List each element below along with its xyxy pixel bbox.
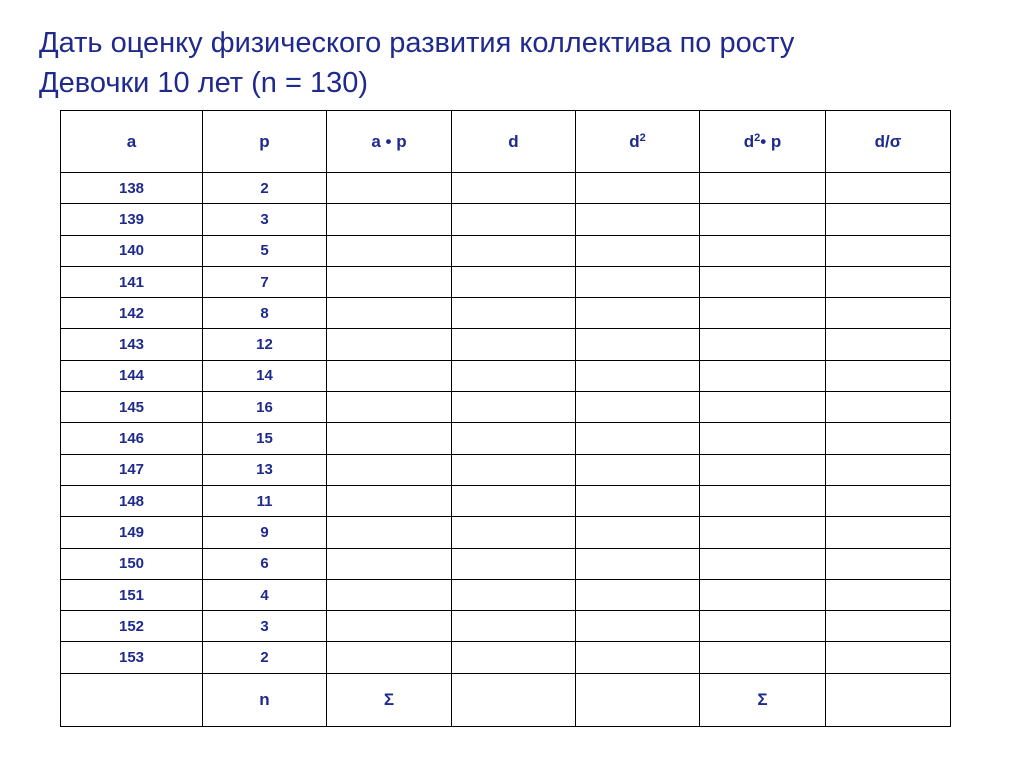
cell-a-times-p	[327, 204, 452, 235]
header-d-over-sigma: d/σ	[826, 111, 951, 173]
cell-d-squared	[576, 298, 700, 329]
cell-a: 150	[61, 548, 203, 579]
cell-d-squared-times-p	[700, 235, 826, 266]
cell-d-squared	[576, 173, 700, 204]
table-row	[61, 235, 951, 266]
header-a: a	[61, 111, 203, 173]
cell-p: 12	[203, 329, 327, 360]
cell-a-times-p	[327, 235, 452, 266]
table-row	[61, 204, 951, 235]
cell-p: 5	[203, 235, 327, 266]
cell-a-times-p	[327, 360, 452, 391]
cell-d	[452, 517, 576, 548]
cell-p: 11	[203, 485, 327, 516]
cell-a-times-p	[327, 329, 452, 360]
summary-d	[452, 673, 576, 726]
cell-a-times-p	[327, 173, 452, 204]
header-a-times-p: a • p	[327, 111, 452, 173]
cell-d-squared	[576, 517, 700, 548]
cell-d-squared-times-p	[700, 266, 826, 297]
cell-a: 148	[61, 485, 203, 516]
cell-p: 7	[203, 266, 327, 297]
table-row	[61, 392, 951, 423]
cell-d-over-sigma	[826, 204, 951, 235]
table-row	[61, 454, 951, 485]
cell-a: 152	[61, 611, 203, 642]
cell-p: 13	[203, 454, 327, 485]
summary-dsigma	[826, 673, 951, 726]
cell-d-squared	[576, 392, 700, 423]
cell-d	[452, 423, 576, 454]
cell-d-squared-times-p	[700, 454, 826, 485]
cell-a: 149	[61, 517, 203, 548]
cell-d-squared-times-p	[700, 611, 826, 642]
table-row	[61, 266, 951, 297]
cell-a: 143	[61, 329, 203, 360]
table-row	[61, 548, 951, 579]
title-line-1: Дать оценку физического развития коллектива по росту	[39, 27, 795, 59]
cell-d-squared	[576, 266, 700, 297]
header-d2p-exp: 2	[754, 131, 761, 144]
cell-d-squared	[576, 611, 700, 642]
cell-a-times-p	[327, 266, 452, 297]
cell-d-over-sigma	[826, 642, 951, 673]
cell-d	[452, 548, 576, 579]
cell-d-squared-times-p	[700, 642, 826, 673]
table-row	[61, 611, 951, 642]
header-d2p-base: d	[743, 131, 755, 151]
cell-d-squared-times-p	[700, 298, 826, 329]
cell-a-times-p	[327, 611, 452, 642]
cell-a: 144	[61, 360, 203, 391]
cell-a-times-p	[327, 485, 452, 516]
cell-a: 146	[61, 423, 203, 454]
cell-d-over-sigma	[826, 454, 951, 485]
height-distribution-table	[60, 110, 951, 727]
table-row	[61, 173, 951, 204]
cell-d	[452, 329, 576, 360]
cell-d-squared-times-p	[700, 423, 826, 454]
table-body	[61, 173, 951, 674]
cell-d	[452, 642, 576, 673]
table-row	[61, 423, 951, 454]
header-d2p-tail: • p	[760, 131, 782, 151]
cell-d-over-sigma	[826, 611, 951, 642]
cell-d-squared-times-p	[700, 485, 826, 516]
cell-d	[452, 454, 576, 485]
cell-p: 8	[203, 298, 327, 329]
cell-d	[452, 579, 576, 610]
cell-d-over-sigma	[826, 235, 951, 266]
summary-n: n	[203, 673, 327, 726]
cell-a-times-p	[327, 298, 452, 329]
cell-d-squared-times-p	[700, 360, 826, 391]
cell-d-over-sigma	[826, 548, 951, 579]
cell-d-squared	[576, 454, 700, 485]
cell-d	[452, 611, 576, 642]
cell-p: 3	[203, 204, 327, 235]
header-d-squared	[576, 111, 700, 173]
header-d-squared-exp: 2	[639, 131, 646, 144]
cell-d-squared	[576, 548, 700, 579]
cell-d-over-sigma	[826, 173, 951, 204]
header-p: p	[203, 111, 327, 173]
cell-p: 14	[203, 360, 327, 391]
cell-a: 151	[61, 579, 203, 610]
summary-d2	[576, 673, 700, 726]
cell-a-times-p	[327, 454, 452, 485]
cell-d-squared	[576, 360, 700, 391]
cell-d	[452, 392, 576, 423]
cell-a: 142	[61, 298, 203, 329]
cell-a: 139	[61, 204, 203, 235]
cell-a-times-p	[327, 548, 452, 579]
cell-d	[452, 204, 576, 235]
cell-a-times-p	[327, 517, 452, 548]
cell-d-over-sigma	[826, 485, 951, 516]
header-d-squared-base: d	[629, 131, 640, 151]
header-d: d	[452, 111, 576, 173]
cell-a: 153	[61, 642, 203, 673]
cell-p: 4	[203, 579, 327, 610]
summary-sum-ap: Σ	[327, 673, 452, 726]
cell-a: 140	[61, 235, 203, 266]
table-row	[61, 329, 951, 360]
cell-d	[452, 266, 576, 297]
header-row	[61, 111, 951, 173]
cell-d	[452, 298, 576, 329]
cell-p: 2	[203, 173, 327, 204]
cell-d-over-sigma	[826, 266, 951, 297]
cell-d-squared-times-p	[700, 173, 826, 204]
cell-a: 145	[61, 392, 203, 423]
cell-d-squared	[576, 485, 700, 516]
table-row	[61, 485, 951, 516]
cell-p: 3	[203, 611, 327, 642]
cell-d-over-sigma	[826, 579, 951, 610]
cell-d	[452, 235, 576, 266]
cell-d-over-sigma	[826, 423, 951, 454]
summary-a	[61, 673, 203, 726]
table-row	[61, 642, 951, 673]
cell-a-times-p	[327, 579, 452, 610]
cell-a-times-p	[327, 392, 452, 423]
table-row	[61, 298, 951, 329]
cell-d-over-sigma	[826, 517, 951, 548]
cell-a: 138	[61, 173, 203, 204]
cell-d-over-sigma	[826, 392, 951, 423]
slide-title	[39, 23, 999, 103]
cell-d	[452, 485, 576, 516]
table-row	[61, 579, 951, 610]
cell-d-squared-times-p	[700, 329, 826, 360]
table-row	[61, 360, 951, 391]
cell-d-over-sigma	[826, 298, 951, 329]
cell-d-squared	[576, 329, 700, 360]
title-line-2: Девочки 10 лет (n = 130)	[39, 67, 369, 99]
cell-d	[452, 173, 576, 204]
cell-d-squared-times-p	[700, 517, 826, 548]
summary-sum-d2p: Σ	[700, 673, 826, 726]
cell-d-squared-times-p	[700, 579, 826, 610]
cell-d-squared-times-p	[700, 204, 826, 235]
table-row	[61, 517, 951, 548]
cell-a-times-p	[327, 642, 452, 673]
cell-a-times-p	[327, 423, 452, 454]
header-d-squared-times-p	[700, 111, 826, 173]
cell-p: 9	[203, 517, 327, 548]
summary-row	[61, 673, 951, 726]
cell-d-squared	[576, 204, 700, 235]
cell-p: 2	[203, 642, 327, 673]
cell-d-over-sigma	[826, 360, 951, 391]
cell-d	[452, 360, 576, 391]
cell-d-squared	[576, 423, 700, 454]
cell-d-squared	[576, 579, 700, 610]
cell-d-squared	[576, 642, 700, 673]
cell-d-squared-times-p	[700, 548, 826, 579]
cell-p: 15	[203, 423, 327, 454]
cell-a: 141	[61, 266, 203, 297]
cell-d-squared-times-p	[700, 392, 826, 423]
cell-d-squared	[576, 235, 700, 266]
cell-p: 6	[203, 548, 327, 579]
cell-a: 147	[61, 454, 203, 485]
cell-p: 16	[203, 392, 327, 423]
cell-d-over-sigma	[826, 329, 951, 360]
